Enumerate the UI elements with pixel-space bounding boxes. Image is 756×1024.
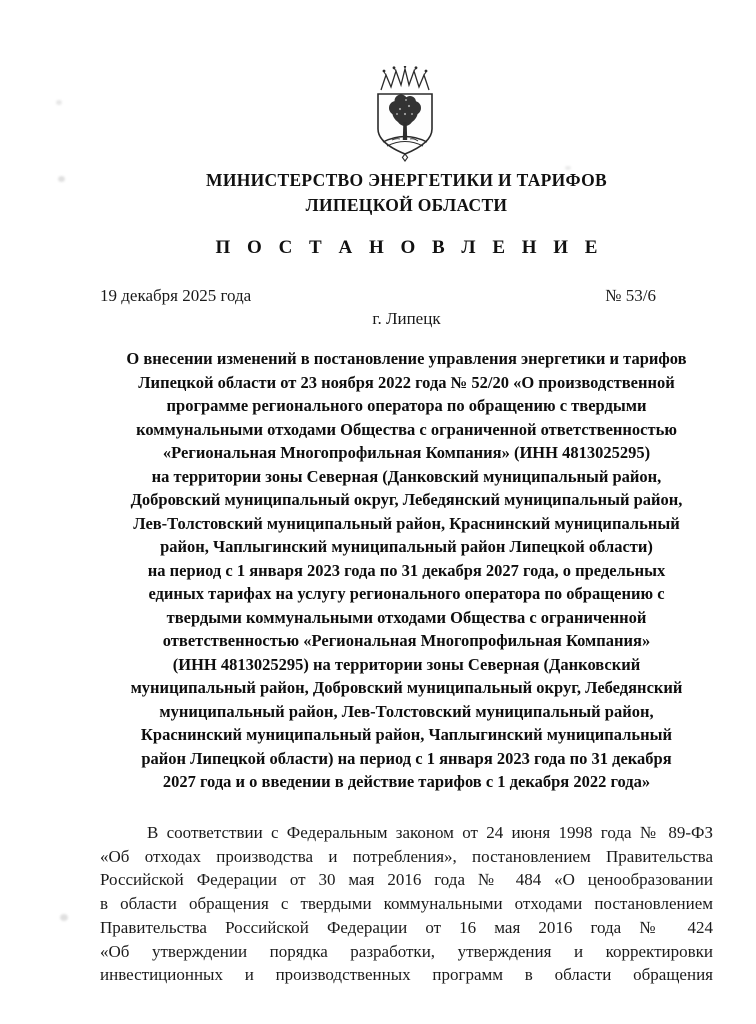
title-line: район Липецкой области) на период с 1 января 2023 года по 31 декабря	[141, 748, 672, 768]
title-line: муниципальный район, Добровский муниципальный округ, Лебедянский	[130, 678, 683, 697]
title-line: на территории зоны Северная (Данковский муниципальный район,	[151, 466, 662, 486]
title-line: (ИНН 4813025295) на территории зоны Северная (Данковский	[172, 654, 641, 674]
title-line: «Региональная Многопрофильная Компания» (ИНН 4813025295)	[162, 443, 651, 462]
document-type-heading: П О С Т А Н О В Л Е Н И Е	[215, 237, 604, 258]
body-line: Российской Федерации от 30 мая 2016 года № 484 «О ценообразовании	[100, 870, 713, 890]
scan-speck	[60, 914, 68, 921]
title-line: единых тарифах на услугу регионального оператора по обращению с	[148, 584, 665, 603]
date-number-row	[100, 286, 713, 306]
title-line: твердыми коммунальными отходами Общества с ограниченной	[166, 607, 647, 627]
lipetsk-coat-of-arms-icon	[366, 66, 444, 162]
document-number: № 53/6	[605, 286, 656, 305]
document-title	[100, 347, 713, 794]
title-line: муниципальный район, Лев-Толстовский муниципальный район,	[159, 701, 654, 721]
scan-speck	[565, 166, 571, 170]
title-line: 2027 года и о введении в действие тарифов с 1 декабря 2022 года»	[162, 772, 651, 791]
body-line: в области обращения с твердыми коммунальными отходами постановлением	[100, 894, 713, 914]
body-line: Правительства Российской Федерации от 16 мая 2016 года № 424	[100, 917, 713, 937]
title-line: О внесении изменений в постановление управления энергетики и тарифов	[126, 349, 687, 368]
title-line: Липецкой области от 23 ноября 2022 года № 52/20 «О производственной	[138, 372, 675, 392]
scan-speck	[56, 100, 62, 105]
document-body-paragraph	[100, 821, 713, 987]
ministry-name-line1: МИНИСТЕРСТВО ЭНЕРГЕТИКИ И ТАРИФОВ	[206, 170, 607, 190]
issuing-authority	[100, 168, 713, 218]
ministry-name-line2: ЛИПЕЦКОЙ ОБЛАСТИ	[305, 195, 508, 215]
body-line: «Об утверждении порядка разработки, утверждения и корректировки	[100, 941, 713, 961]
title-line: программе регионального оператора по обращению с твердыми	[166, 396, 647, 415]
title-line: на период с 1 января 2023 года по 31 декабря 2027 года, о предельных	[147, 560, 666, 580]
title-line: Краснинский муниципальный район, Чаплыгинский муниципальный	[140, 725, 673, 744]
scan-speck	[58, 176, 65, 182]
title-line: ответственностью «Региональная Многопрофильная Компания»	[162, 631, 651, 650]
document-date: 19 декабря 2025 года	[100, 286, 252, 305]
title-line: Лев-Толстовский муниципальный район, Краснинский муниципальный	[133, 513, 680, 533]
body-line: В соответствии с Федеральным законом от 24 июня 1998 года № 89-ФЗ	[147, 823, 713, 842]
title-line: район, Чаплыгинский муниципальный район Липецкой области)	[160, 537, 653, 556]
document-city: г. Липецк	[372, 309, 441, 328]
body-line: инвестиционных и производственных программ в области обращения	[100, 965, 713, 985]
title-line: Добровский муниципальный округ, Лебедянский муниципальный район,	[130, 490, 683, 509]
title-line: коммунальными отходами Общества с ограниченной ответственностью	[136, 419, 677, 439]
body-line: «Об отходах производства и потребления», постановлением Правительства	[100, 846, 713, 866]
